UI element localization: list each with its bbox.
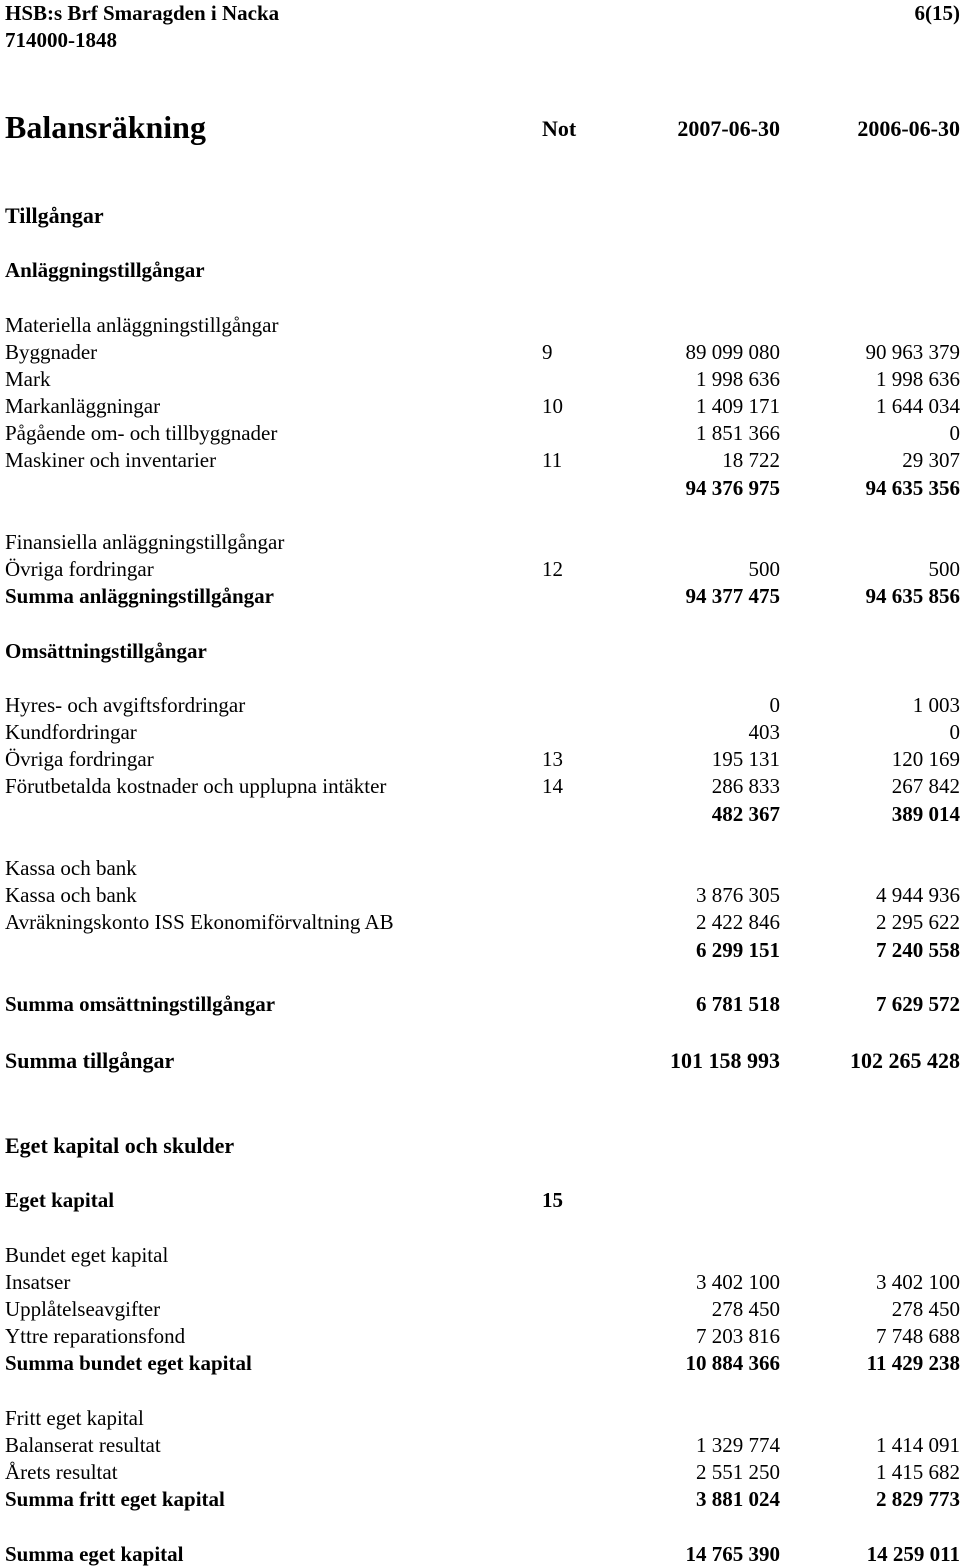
value-2006: 94 635 356: [865, 476, 960, 500]
value-2006: 7 629 572: [876, 992, 960, 1016]
value-2006: 102 265 428: [850, 1048, 960, 1073]
value-2007: 1 329 774: [696, 1433, 780, 1457]
row-label: Summa omsättningstillgångar: [5, 992, 276, 1016]
value-2007: 101 158 993: [670, 1048, 780, 1073]
value-2006: 1 415 682: [876, 1460, 960, 1484]
row-label: Övriga fordringar: [5, 557, 154, 581]
table-row: [5, 1350, 960, 1377]
value-2007: 500: [748, 557, 780, 581]
value-2007: 1 851 366: [696, 421, 780, 445]
table-row: [5, 991, 960, 1018]
row-label: Summa fritt eget kapital: [5, 1487, 225, 1511]
table-row: [5, 1459, 960, 1486]
row-note: 14: [542, 774, 563, 798]
value-2006: 0: [949, 720, 960, 744]
table-row: [5, 638, 960, 665]
row-label: Pågående om- och tillbyggnader: [5, 421, 278, 445]
row-label: Yttre reparationsfond: [5, 1324, 186, 1348]
row-note: 11: [542, 448, 563, 472]
organization-name: HSB:s Brf Smaragden i Nacka: [5, 1, 280, 25]
table-row: [5, 583, 960, 610]
value-2007: 6 781 518: [696, 992, 780, 1016]
value-2007: 89 099 080: [685, 340, 780, 364]
value-2007: 2 551 250: [696, 1460, 780, 1484]
value-2007: 3 881 024: [696, 1487, 780, 1511]
table-row: [5, 1296, 960, 1323]
value-2007: 286 833: [711, 774, 780, 798]
row-label: Kassa och bank: [5, 856, 137, 880]
value-2006: 2 829 773: [876, 1487, 960, 1511]
table-row: [5, 529, 960, 556]
row-label: Hyres- och avgiftsfordringar: [5, 693, 246, 717]
table-row: [5, 1541, 960, 1568]
value-2006: 1 998 636: [876, 367, 960, 391]
table-row: [5, 855, 960, 882]
row-note: 13: [542, 747, 563, 771]
value-2007: 2 422 846: [696, 910, 780, 934]
row-label: Tillgångar: [5, 203, 104, 228]
value-2007: 482 367: [711, 802, 780, 826]
value-2007: 10 884 366: [685, 1351, 780, 1375]
value-2006: 29 307: [902, 448, 960, 472]
value-2006: 7 240 558: [876, 938, 960, 962]
row-label: Övriga fordringar: [5, 747, 154, 771]
table-row: [5, 692, 960, 719]
value-2006: 90 963 379: [865, 340, 960, 364]
row-note: 12: [542, 557, 563, 581]
table-row: [5, 1486, 960, 1513]
table-row: [5, 909, 960, 936]
value-2006: 11 429 238: [866, 1351, 960, 1375]
column-header-2007: 2007-06-30: [677, 116, 780, 141]
table-row: [5, 1269, 960, 1296]
row-label: Materiella anläggningstillgångar: [5, 313, 279, 337]
value-2007: 94 377 475: [685, 584, 780, 608]
table-row: [5, 1405, 960, 1432]
row-label: Eget kapital: [5, 1188, 115, 1212]
value-2007: 14 765 390: [685, 1542, 780, 1566]
organization-number: 714000-1848: [5, 28, 117, 52]
table-row: [5, 393, 960, 420]
page-header: [5, 0, 960, 54]
row-label: Summa eget kapital: [5, 1542, 184, 1566]
row-label: Förutbetalda kostnader och upplupna intäkter: [5, 774, 387, 798]
table-row: [5, 339, 960, 366]
value-2006: 120 169: [891, 747, 960, 771]
value-2007: 403: [748, 720, 780, 744]
value-2007: 1 409 171: [696, 394, 780, 418]
row-label: Summa tillgångar: [5, 1048, 175, 1073]
table-row: [5, 719, 960, 746]
value-2006: 4 944 936: [876, 883, 960, 907]
table-row: [5, 773, 960, 800]
table-row: [5, 312, 960, 339]
value-2006: 1 644 034: [876, 394, 960, 418]
column-header-2006: 2006-06-30: [857, 116, 960, 141]
value-2006: 500: [928, 557, 960, 581]
row-label: Anläggningstillgångar: [5, 258, 205, 282]
table-row: [5, 366, 960, 393]
value-2007: 6 299 151: [696, 938, 780, 962]
table-row: [5, 1187, 960, 1214]
value-2006: 2 295 622: [876, 910, 960, 934]
row-note: 9: [542, 340, 553, 364]
table-row: [5, 202, 960, 229]
value-2006: 1 003: [912, 693, 960, 717]
table-row: [5, 1323, 960, 1350]
row-label: Summa bundet eget kapital: [5, 1351, 252, 1375]
table-row: [5, 556, 960, 583]
table-row: [5, 801, 960, 828]
value-2007: 18 722: [722, 448, 780, 472]
table-row: [5, 1047, 960, 1074]
table-row: [5, 475, 960, 502]
row-label: Markanläggningar: [5, 394, 161, 418]
value-2006: 14 259 011: [866, 1542, 960, 1566]
value-2007: 1 998 636: [696, 367, 780, 391]
table-row: [5, 447, 960, 474]
row-label: Insatser: [5, 1270, 71, 1294]
row-label: Balanserat resultat: [5, 1433, 161, 1457]
table-row: [5, 1132, 960, 1159]
value-2007: 3 876 305: [696, 883, 780, 907]
table-row: [5, 1242, 960, 1269]
value-2007: 7 203 816: [696, 1324, 780, 1348]
value-2007: 3 402 100: [696, 1270, 780, 1294]
row-note: 10: [542, 394, 563, 418]
title-row: [5, 105, 960, 149]
value-2006: 389 014: [891, 802, 960, 826]
value-2007: 195 131: [711, 747, 780, 771]
table-row: [5, 1432, 960, 1459]
row-label: Kassa och bank: [5, 883, 137, 907]
value-2007: 0: [769, 693, 780, 717]
row-label: Omsättningstillgångar: [5, 639, 207, 663]
value-2006: 3 402 100: [876, 1270, 960, 1294]
page-number: 6(15): [914, 1, 960, 25]
value-2006: 1 414 091: [876, 1433, 960, 1457]
column-header-not: Not: [542, 116, 577, 141]
row-label: Byggnader: [5, 340, 98, 364]
row-label: Kundfordringar: [5, 720, 137, 744]
row-label: Avräkningskonto ISS Ekonomiförvaltning AB: [5, 910, 394, 934]
value-2007: 94 376 975: [685, 476, 780, 500]
table-row: [5, 257, 960, 284]
row-label: Bundet eget kapital: [5, 1243, 169, 1267]
table-row: [5, 420, 960, 447]
value-2007: 278 450: [711, 1297, 780, 1321]
value-2006: 94 635 856: [865, 584, 960, 608]
row-label: Eget kapital och skulder: [5, 1133, 235, 1158]
table-row: [5, 746, 960, 773]
value-2006: 7 748 688: [876, 1324, 960, 1348]
row-note: 15: [542, 1188, 563, 1212]
table-row: [5, 937, 960, 964]
row-label: Maskiner och inventarier: [5, 448, 217, 472]
row-label: Finansiella anläggningstillgångar: [5, 530, 285, 554]
table-row: [5, 882, 960, 909]
value-2006: 0: [949, 421, 960, 445]
row-label: Årets resultat: [5, 1460, 118, 1484]
value-2006: 267 842: [891, 774, 960, 798]
row-label: Fritt eget kapital: [5, 1406, 144, 1430]
row-label: Upplåtelseavgifter: [5, 1297, 161, 1321]
value-2006: 278 450: [891, 1297, 960, 1321]
row-label: Summa anläggningstillgångar: [5, 584, 274, 608]
page-title: Balansräkning: [5, 109, 206, 145]
row-label: Mark: [5, 367, 51, 391]
